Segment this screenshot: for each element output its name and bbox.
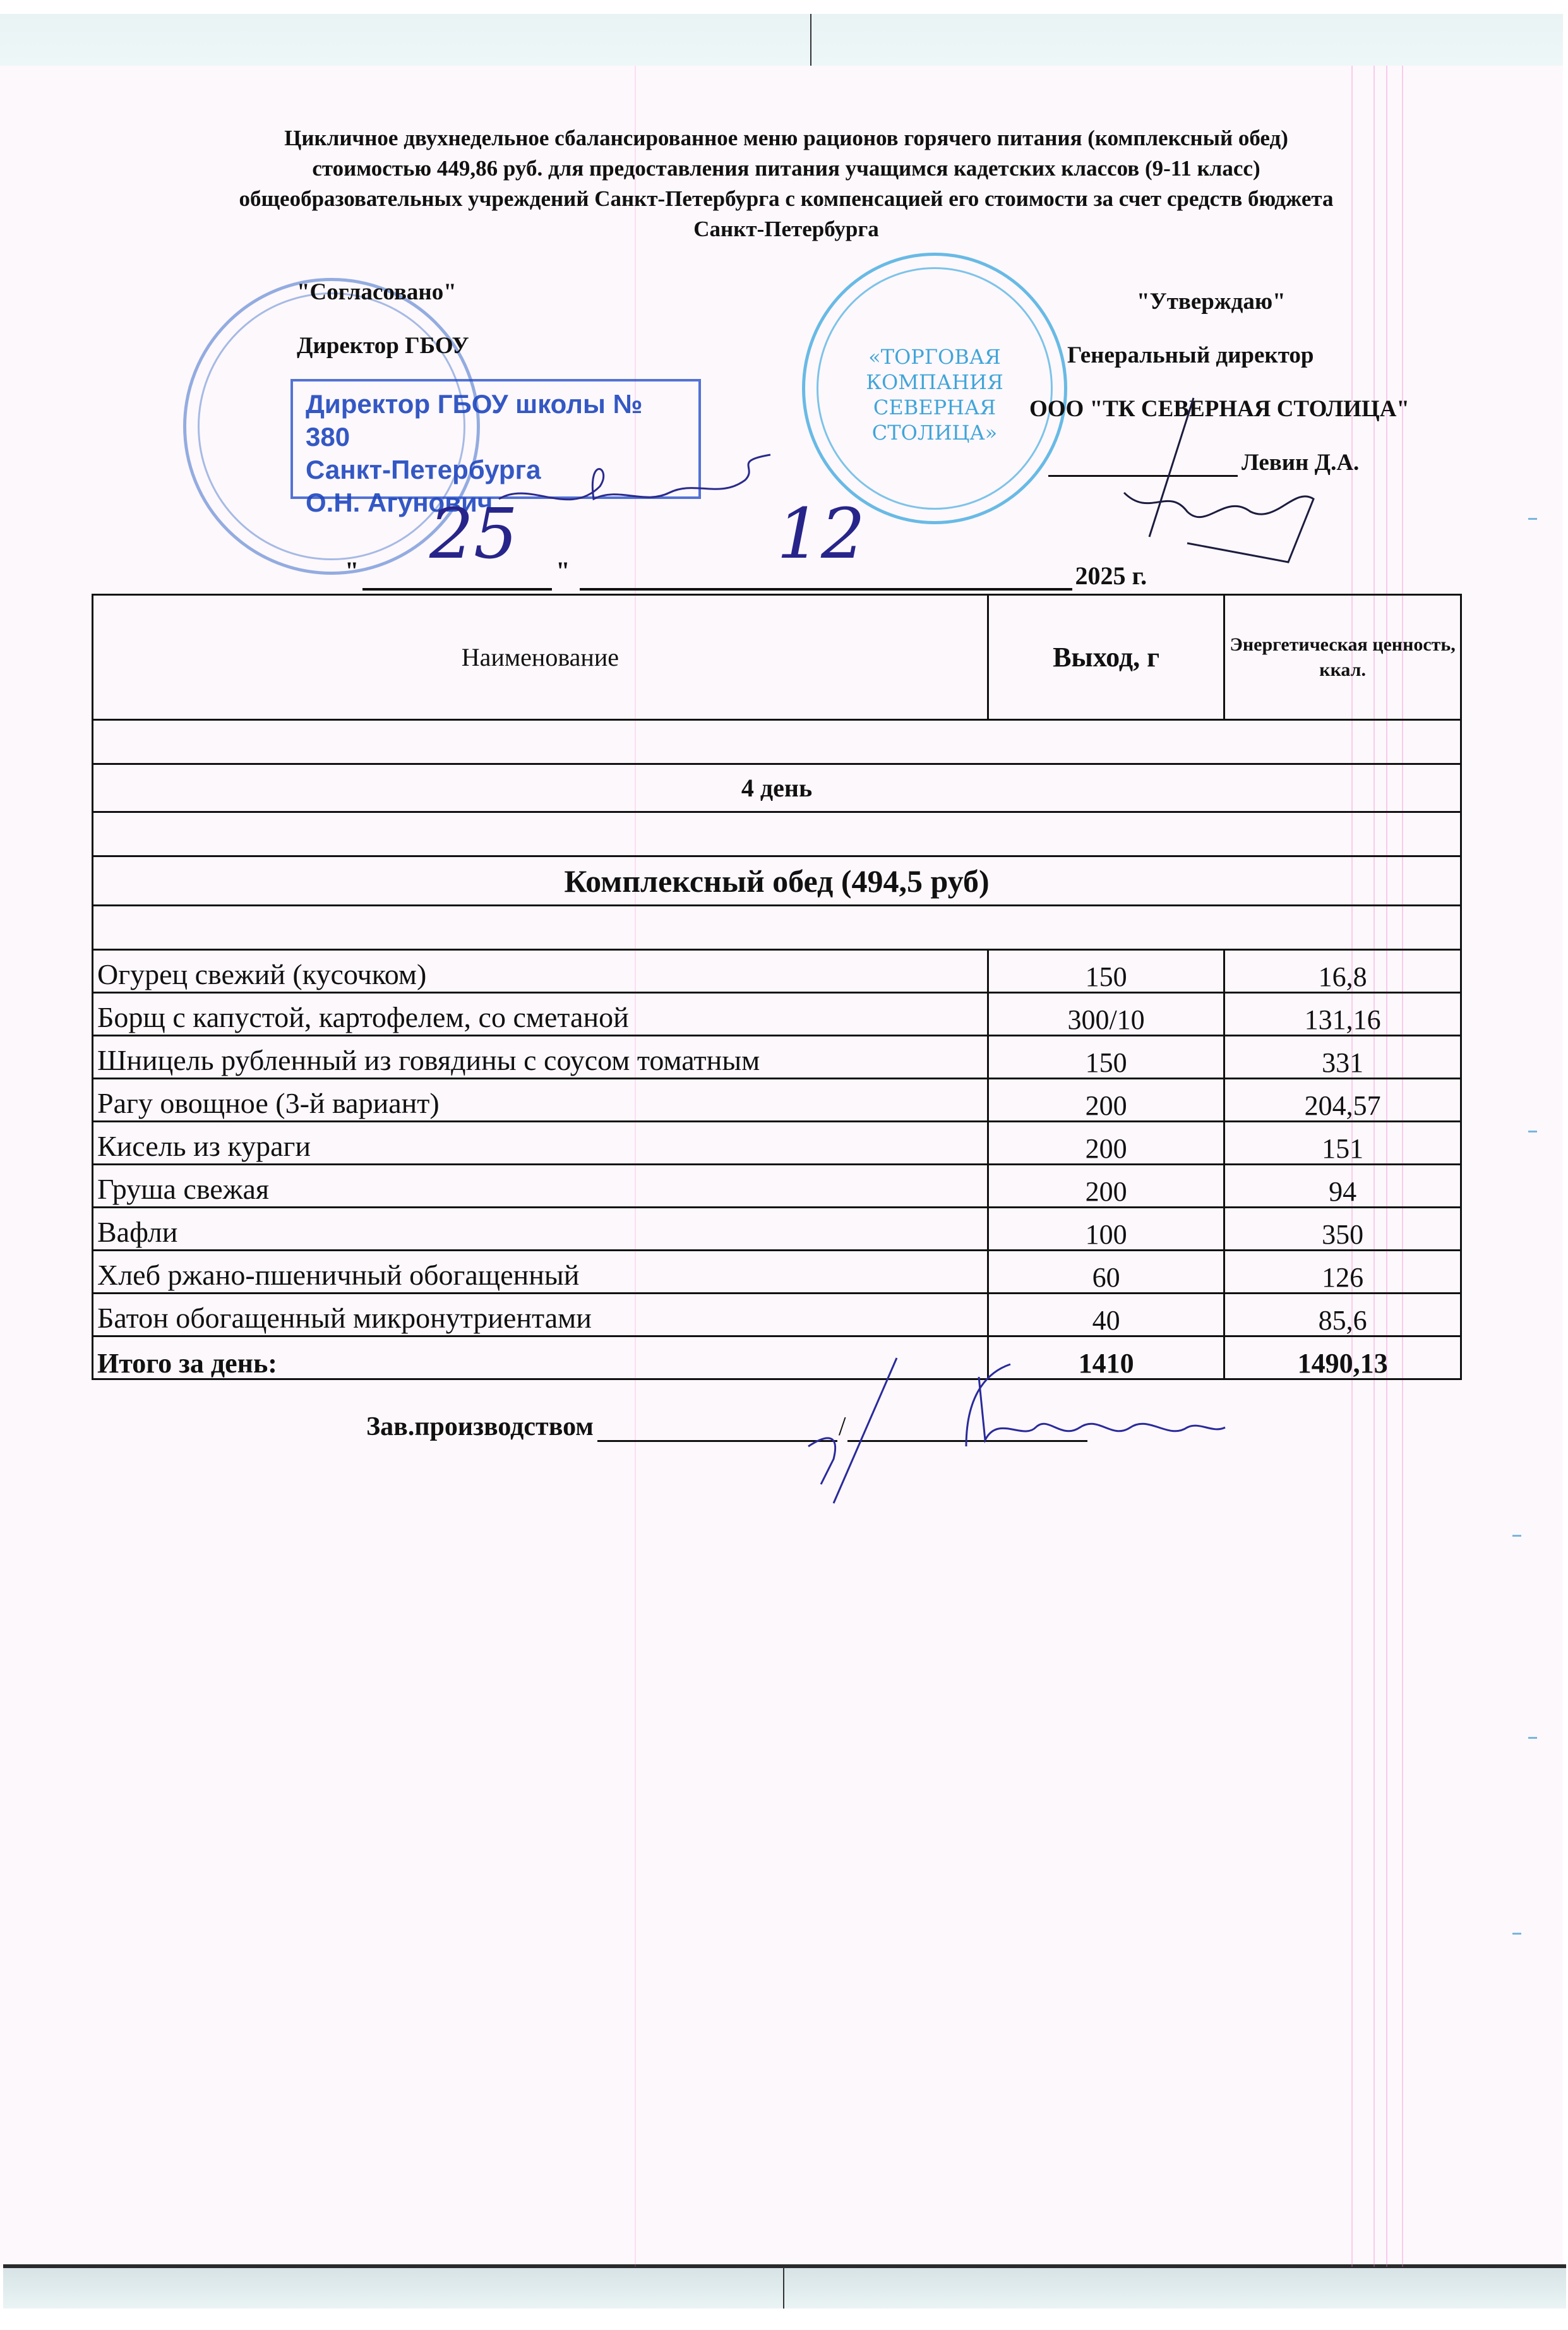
dish-yield: 200 bbox=[988, 1079, 1224, 1122]
production-manager-signature bbox=[758, 1352, 1276, 1510]
approval-date: " " 2025 г. bbox=[345, 556, 1147, 590]
spacer-row bbox=[93, 720, 1461, 764]
dish-energy: 16,8 bbox=[1224, 950, 1461, 993]
approval-left-heading: "Согласовано" bbox=[297, 279, 457, 305]
scan-mark bbox=[1528, 518, 1537, 520]
scan-mark bbox=[1528, 1131, 1537, 1132]
title-line: стоимостью 449,86 руб. для предоставления питания учащимся кадетских классов (9-11 класс) bbox=[312, 156, 1260, 181]
handwritten-day: 25 bbox=[429, 493, 518, 574]
approval-left-position: Директор ГБОУ bbox=[297, 333, 469, 359]
approval-right-company: ООО "ТК СЕВЕРНАЯ СТОЛИЦА" bbox=[1029, 396, 1409, 422]
dish-name: Кисель из кураги bbox=[93, 1122, 988, 1165]
dish-name: Груша свежая bbox=[93, 1165, 988, 1208]
spacer-row bbox=[93, 906, 1461, 950]
title-line: Цикличное двухнедельное сбалансированное меню рационов горячего питания (комплексный обед) bbox=[284, 126, 1288, 150]
table-row bbox=[93, 1036, 1461, 1079]
approval-right-heading: "Утверждаю" bbox=[1137, 289, 1286, 315]
scan-mark bbox=[1528, 1737, 1537, 1739]
dish-yield: 100 bbox=[988, 1208, 1224, 1251]
date-year: 2025 г. bbox=[1075, 561, 1147, 590]
dish-energy: 151 bbox=[1224, 1122, 1461, 1165]
dish-yield: 150 bbox=[988, 1036, 1224, 1079]
scanner-seam bbox=[810, 14, 811, 66]
dish-energy: 204,57 bbox=[1224, 1079, 1461, 1122]
menu-table bbox=[92, 594, 1462, 1380]
dish-yield: 300/10 bbox=[988, 993, 1224, 1036]
table-row bbox=[93, 1294, 1461, 1336]
total-label: Итого за день: bbox=[93, 1336, 988, 1379]
dish-energy: 94 bbox=[1224, 1165, 1461, 1208]
header-yield: Выход, г bbox=[988, 595, 1224, 720]
dish-name: Рагу овощное (3-й вариант) bbox=[93, 1079, 988, 1122]
document-title bbox=[95, 123, 1478, 244]
company-seal-text: «ТОРГОВАЯ КОМПАНИЯ СЕВЕРНАЯ СТОЛИЦА» bbox=[866, 345, 1003, 445]
production-manager-label: Зав.производством bbox=[366, 1412, 594, 1441]
dish-name: Борщ с капустой, картофелем, со сметаной bbox=[93, 993, 988, 1036]
dish-energy: 350 bbox=[1224, 1208, 1461, 1251]
production-manager-signature-line: Зав.производством / bbox=[366, 1412, 1087, 1442]
dish-name: Огурец свежий (кусочком) bbox=[93, 950, 988, 993]
table-header-row bbox=[93, 595, 1461, 720]
spacer-row bbox=[93, 812, 1461, 856]
dish-energy: 85,6 bbox=[1224, 1294, 1461, 1336]
approval-left-block bbox=[297, 278, 469, 360]
dish-energy: 126 bbox=[1224, 1251, 1461, 1294]
dish-energy: 331 bbox=[1224, 1036, 1461, 1079]
general-director-signature bbox=[1111, 392, 1339, 581]
table-row bbox=[93, 993, 1461, 1036]
director-signature bbox=[493, 442, 783, 531]
day-label: 4 день bbox=[93, 764, 1461, 812]
dish-energy: 131,16 bbox=[1224, 993, 1461, 1036]
dish-name: Хлеб ржано-пшеничный обогащенный bbox=[93, 1251, 988, 1294]
table-row bbox=[93, 1208, 1461, 1251]
dish-yield: 200 bbox=[988, 1122, 1224, 1165]
dish-yield: 60 bbox=[988, 1251, 1224, 1294]
scan-mark bbox=[1512, 1933, 1521, 1935]
meal-row bbox=[93, 856, 1461, 906]
dish-yield: 200 bbox=[988, 1165, 1224, 1208]
dish-name: Вафли bbox=[93, 1208, 988, 1251]
approval-right-position: Генеральный директор bbox=[1067, 342, 1314, 368]
scanner-bed-bottom bbox=[3, 2264, 1566, 2309]
table-row bbox=[93, 1122, 1461, 1165]
scan-mark bbox=[1512, 1535, 1521, 1537]
day-row bbox=[93, 764, 1461, 812]
approval-right-signatory: Левин Д.А. bbox=[1242, 450, 1360, 476]
dish-yield: 150 bbox=[988, 950, 1224, 993]
dish-name: Батон обогащенный микронутриентами bbox=[93, 1294, 988, 1336]
total-yield: 1410 bbox=[988, 1336, 1224, 1379]
dish-name: Шницель рубленный из говядины с соусом томатным bbox=[93, 1036, 988, 1079]
table-row bbox=[93, 1251, 1461, 1294]
header-energy: Энергетическая ценность, ккал. bbox=[1224, 595, 1461, 720]
meal-label: Комплексный обед (494,5 руб) bbox=[93, 856, 1461, 906]
table-row bbox=[93, 1165, 1461, 1208]
handwritten-month: 12 bbox=[777, 493, 865, 574]
header-name: Наименование bbox=[93, 595, 988, 720]
total-energy: 1490,13 bbox=[1224, 1336, 1461, 1379]
title-line: общеобразовательных учреждений Санкт-Петербурга с компенсацией его стоимости за счет средств бюджета bbox=[239, 186, 1334, 211]
table-row bbox=[93, 950, 1461, 993]
title-line: Санкт-Петербурга bbox=[693, 217, 879, 241]
director-name-stamp: Директор ГБОУ школы № 380 Санкт-Петербурга О.Н. Агунович bbox=[290, 379, 701, 499]
table-row bbox=[93, 1079, 1461, 1122]
scanner-bed-top bbox=[0, 14, 1563, 66]
scanner-seam bbox=[783, 2267, 784, 2309]
dish-yield: 40 bbox=[988, 1294, 1224, 1336]
